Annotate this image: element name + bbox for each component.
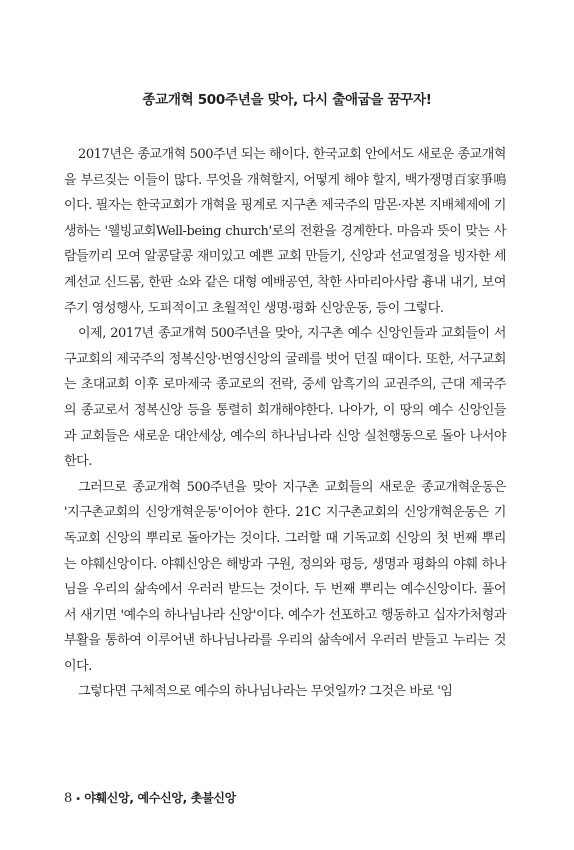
paragraph-4: 그렇다면 구체적으로 예수의 하나님나라는 무엇일까? 그것은 바로 '임 [78,684,453,700]
paragraph-2: 이제, 2017년 종교개혁 500주년을 맞아, 지구촌 예수 신앙인들과 교회들이 서구교회의 제국주의 정복신앙·번영신앙의 굴레를 벗어 던질 때이다. 또한, 서구교회는 초대교회 이후 로마제국 종교로의 전락, 중세 암흑기의 교권주의, 근대 제국주의 종교로서 정복신앙 등을 통렬히 회개해야한다. 나아가, 이 땅의 예수 신앙인들과 교회들은 새로운 대안세상, 예수의 하나님나라 신앙 실천행동으로 돌아 나서야 한다. [64,326,506,470]
paragraph-1: 2017년은 종교개혁 500주년 되는 해이다. 한국교회 안에서도 새로운 종교개혁을 부르짖는 이들이 많다. 무엇을 개혁할지, 어떻게 해야 할지, 백가쟁명百家爭鳴이다. 필자는 한국교회가 개혁을 핑계로 지구촌 제국주의 맘몬·자본 지배체제에 기생하는 '웰빙교회Well-being church'로의 전환을 경계한다. 마음과 뜻이 맞는 사람들끼리 모여 알콩달콩 재미있고 예쁜 교회 만들기, 신앙과 선교열정을 빙자한 세계선교 신드롬, 한판 쇼와 같은 대형 예배공연, 착한 사마리아사람 흉내 내기, 보여주기 영성행사, 도피적이고 초월적인 생명·평화 신앙운동, 등이 그렇다. [64,147,506,316]
body-text [64,142,506,705]
page-title: 종교개혁 500주년을 맞아, 다시 출애굽을 꿈꾸자! [142,92,432,108]
footer-bullet: • [75,794,82,805]
page-number: 8 [64,791,73,806]
page-footer [64,789,236,806]
running-title: 야훼신앙, 예수신앙, 촛불신앙 [84,791,236,805]
paragraph-3: 그러므로 종교개혁 500주년을 맞아 지구촌 교회들의 새로운 종교개혁운동은 '지구촌교회의 신앙개혁운동'이어야 한다. 21C 지구촌교회의 신앙개혁운동은 기독교회 신앙의 뿌리로 돌아가는 것이다. 그러할 때 기독교회 신앙의 첫 번째 뿌리는 야훼신앙이다. 야훼신앙은 해방과 구원, 정의와 평등, 생명과 평화의 야훼 하나님을 우리의 삶속에서 우러러 받드는 것이다. 두 번째 뿌리는 예수신앙이다. 풀어서 새기면 '예수의 하나님나라 신앙'이다. 예수가 선포하고 행동하고 십자가처형과 부활을 통하여 이루어낸 하나님나라를 우리의 삶속에서 우러러 받들고 누리는 것이다. [64,479,506,674]
